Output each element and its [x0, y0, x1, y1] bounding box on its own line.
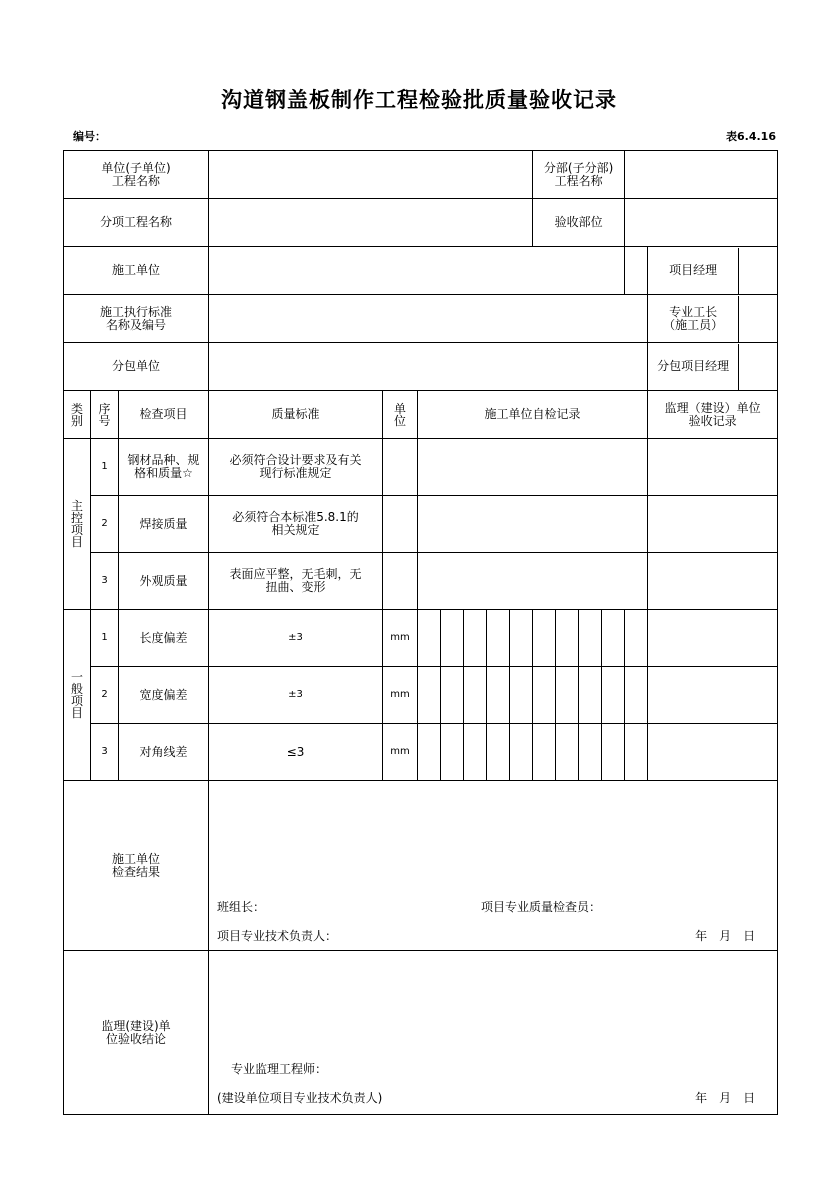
general-item-name: 对角线差 [119, 724, 209, 781]
measure-cell[interactable] [441, 610, 464, 667]
team-leader-label: 班组长： [217, 900, 266, 914]
main-item-supervision[interactable] [648, 496, 778, 553]
general-item-supervision[interactable] [648, 610, 778, 667]
general-item-name: 宽度偏差 [119, 667, 209, 724]
acceptance-part-value[interactable] [625, 199, 778, 247]
standard-label: 施工执行标准 名称及编号 [64, 295, 209, 343]
main-item-name: 钢材品种、规 格和质量☆ [119, 439, 209, 496]
division-label: 分部(子分部) 工程名称 [533, 151, 625, 199]
general-item-unit: mm [383, 724, 418, 781]
measure-cell[interactable] [579, 610, 602, 667]
col-standard: 质量标准 [209, 391, 383, 439]
measure-cell[interactable] [533, 610, 556, 667]
col-item: 检查项目 [119, 391, 209, 439]
measure-cell[interactable] [602, 610, 625, 667]
main-item-standard: 必须符合本标准5.8.1的 相关规定 [209, 496, 383, 553]
measure-cell[interactable] [464, 667, 487, 724]
measure-cell[interactable] [487, 610, 510, 667]
general-item-standard: ±3 [209, 610, 383, 667]
measure-cell[interactable] [418, 667, 441, 724]
main-item-standard: 表面应平整，无毛刺，无 扭曲、变形 [209, 553, 383, 610]
measure-cell[interactable] [625, 724, 648, 781]
general-item-seq: 1 [91, 610, 119, 667]
measure-cell[interactable] [510, 667, 533, 724]
division-value[interactable] [625, 151, 778, 199]
quality-inspector-label: 项目专业质量检查员： [481, 900, 602, 914]
project-manager-label: 项目经理 [648, 248, 739, 294]
general-item-name: 长度偏差 [119, 610, 209, 667]
measure-cell[interactable] [510, 724, 533, 781]
main-item-self-check[interactable] [418, 439, 648, 496]
general-item-standard: ≤3 [209, 724, 383, 781]
main-item-unit[interactable] [383, 439, 418, 496]
unit-project-label: 单位(子单位) 工程名称 [64, 151, 209, 199]
measure-cell[interactable] [441, 724, 464, 781]
general-item-seq: 2 [91, 667, 119, 724]
measure-cell[interactable] [464, 610, 487, 667]
page-title: 沟道钢盖板制作工程检验批质量验收记录 [221, 88, 617, 112]
main-item-self-check[interactable] [418, 553, 648, 610]
construction-unit-value[interactable] [209, 247, 625, 295]
construction-date: 年 月 日 [695, 929, 756, 943]
foreman-value[interactable] [739, 296, 777, 342]
measure-cell[interactable] [579, 667, 602, 724]
subcontractor-label: 分包单位 [64, 343, 209, 391]
measure-cell[interactable] [487, 724, 510, 781]
main-item-name: 焊接质量 [119, 496, 209, 553]
measure-cell[interactable] [602, 667, 625, 724]
col-supervision: 监理（建设）单位 验收记录 [648, 391, 778, 439]
unit-project-value[interactable] [209, 151, 533, 199]
sub-manager-cell [648, 343, 778, 391]
main-item-seq: 3 [91, 553, 119, 610]
col-seq: 序 号 [91, 391, 119, 439]
main-item-unit[interactable] [383, 496, 418, 553]
foreman-cell [648, 295, 778, 343]
measure-cell[interactable] [556, 724, 579, 781]
general-item-supervision[interactable] [648, 724, 778, 781]
main-item-supervision[interactable] [648, 439, 778, 496]
main-item-standard: 必须符合设计要求及有关 现行标准规定 [209, 439, 383, 496]
supervising-engineer-label: 专业监理工程师： [231, 1062, 328, 1076]
measure-cell[interactable] [533, 667, 556, 724]
col-unit: 单 位 [383, 391, 418, 439]
main-item-self-check[interactable] [418, 496, 648, 553]
general-item-unit: mm [383, 667, 418, 724]
col-self-check: 施工单位自检记录 [418, 391, 648, 439]
tech-lead-label: 项目专业技术负责人： [217, 929, 338, 943]
inspection-form-table [63, 150, 778, 1115]
subitem-project-label: 分项工程名称 [64, 199, 209, 247]
col-category: 类 别 [64, 391, 91, 439]
general-item-unit: mm [383, 610, 418, 667]
main-item-seq: 2 [91, 496, 119, 553]
measure-cell[interactable] [533, 724, 556, 781]
supervision-date: 年 月 日 [695, 1091, 756, 1105]
measure-cell[interactable] [464, 724, 487, 781]
owner-tech-lead-label: (建设单位项目专业技术负责人) [217, 1091, 383, 1105]
number-label: 编号： [73, 130, 106, 143]
subitem-project-value[interactable] [209, 199, 533, 247]
standard-value[interactable] [209, 295, 648, 343]
spacer [625, 247, 648, 295]
main-item-seq: 1 [91, 439, 119, 496]
table-code: 表6.4.16 [726, 130, 776, 143]
main-item-name: 外观质量 [119, 553, 209, 610]
main-item-supervision[interactable] [648, 553, 778, 610]
construction-result-area[interactable] [209, 781, 778, 951]
main-items-category: 主 控 项 目 [64, 439, 91, 610]
main-item-unit[interactable] [383, 553, 418, 610]
measure-cell[interactable] [510, 610, 533, 667]
construction-unit-label: 施工单位 [64, 247, 209, 295]
sub-manager-label: 分包项目经理 [648, 344, 739, 390]
project-manager-value[interactable] [739, 248, 777, 294]
sub-manager-value[interactable] [739, 344, 777, 390]
general-item-standard: ±3 [209, 667, 383, 724]
project-manager-cell [648, 247, 778, 295]
measure-cell[interactable] [418, 724, 441, 781]
general-item-seq: 3 [91, 724, 119, 781]
measure-cell[interactable] [602, 724, 625, 781]
measure-cell[interactable] [556, 610, 579, 667]
measure-cell[interactable] [487, 667, 510, 724]
subcontractor-value[interactable] [209, 343, 648, 391]
construction-result-label: 施工单位 检查结果 [64, 781, 209, 951]
measure-cell[interactable] [418, 610, 441, 667]
measure-cell[interactable] [441, 667, 464, 724]
supervision-result-area[interactable] [209, 951, 778, 1115]
acceptance-part-label: 验收部位 [533, 199, 625, 247]
measure-cell[interactable] [579, 724, 602, 781]
measure-cell[interactable] [625, 610, 648, 667]
measure-cell[interactable] [556, 667, 579, 724]
general-items-category: 一 般 项 目 [64, 610, 91, 781]
foreman-label: 专业工长 （施工员） [648, 296, 739, 342]
measure-cell[interactable] [625, 667, 648, 724]
general-item-supervision[interactable] [648, 667, 778, 724]
supervision-result-label: 监理(建设)单 位验收结论 [64, 951, 209, 1115]
